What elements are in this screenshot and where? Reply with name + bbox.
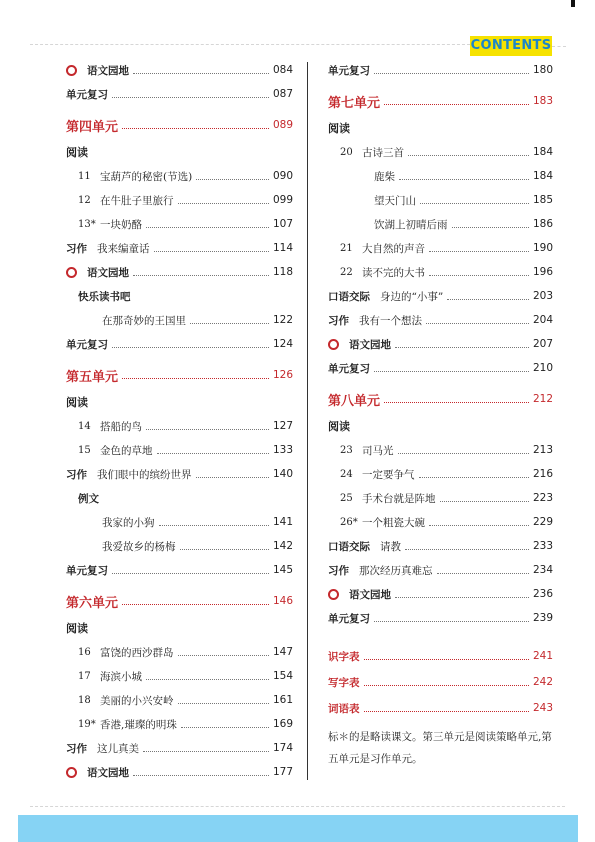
poem-entry[interactable] xyxy=(328,212,553,236)
toc-right-column xyxy=(328,58,553,770)
dot-leader xyxy=(405,549,529,550)
dot-leader xyxy=(395,597,529,598)
dot-leader xyxy=(122,378,269,379)
lesson-number: 12 xyxy=(78,194,91,206)
page-number: 087 xyxy=(272,88,293,100)
entry-title: 阅读 xyxy=(328,122,350,135)
dot-leader xyxy=(178,655,269,656)
page-number: 118 xyxy=(272,266,293,278)
unit-title-entry[interactable] xyxy=(66,586,293,616)
lesson-entry[interactable] xyxy=(66,640,293,664)
lesson-entry[interactable] xyxy=(66,212,293,236)
dot-leader xyxy=(122,128,269,129)
section-heading xyxy=(66,616,293,640)
page-number: 177 xyxy=(272,766,293,778)
entry-title: 识字表 xyxy=(328,650,360,663)
entry-title: 我们眼中的缤纷世界 xyxy=(97,468,192,481)
page-number: 180 xyxy=(532,64,553,76)
page-number: 223 xyxy=(532,492,553,504)
dot-leader xyxy=(420,203,529,204)
page-number: 122 xyxy=(272,314,293,326)
unit-title-entry[interactable] xyxy=(66,110,293,140)
dot-leader xyxy=(146,679,269,680)
activity-type-label: 习作 xyxy=(66,742,87,755)
dot-leader xyxy=(429,251,529,252)
dot-leader xyxy=(122,604,269,605)
entry-title: 身边的“小事” xyxy=(380,290,444,303)
lesson-number: 19* xyxy=(78,718,96,730)
section-gap xyxy=(328,630,553,642)
dot-leader xyxy=(181,727,269,728)
activity-type-label: 口语交际 xyxy=(328,540,370,553)
circle-bullet-icon xyxy=(66,267,77,278)
lesson-number: 11 xyxy=(78,170,91,182)
entry-title: 词语表 xyxy=(328,702,360,715)
dot-leader xyxy=(429,275,529,276)
section-heading xyxy=(66,140,293,164)
entry-title: 我有一个想法 xyxy=(359,314,422,327)
circle-bullet-icon xyxy=(66,767,77,778)
entry-title: 单元复习 xyxy=(66,564,108,577)
page-number: 127 xyxy=(272,420,293,432)
entry-title: 单元复习 xyxy=(328,612,370,625)
lesson-number: 15 xyxy=(78,444,91,456)
entry-title: 语文园地 xyxy=(349,338,391,351)
dot-leader xyxy=(364,685,529,686)
poem-entry[interactable] xyxy=(328,188,553,212)
entry-title: 饮湖上初晴后雨 xyxy=(374,218,448,231)
dot-leader xyxy=(364,659,529,660)
entry-title: 这儿真美 xyxy=(97,742,139,755)
entry-title: 手术台就是阵地 xyxy=(362,492,436,505)
page-number: 133 xyxy=(272,444,293,456)
entry-title: 望天门山 xyxy=(374,194,416,207)
entry-title: 第七单元 xyxy=(328,95,381,111)
page-number: 161 xyxy=(272,694,293,706)
unit-review-entry[interactable] xyxy=(66,558,293,582)
unit-title-entry[interactable] xyxy=(66,360,293,390)
dot-leader xyxy=(364,711,529,712)
entry-title: 司马光 xyxy=(362,444,394,457)
entry-title: 读不完的大书 xyxy=(362,266,425,279)
reading-entry[interactable] xyxy=(66,308,293,332)
lesson-number: 14 xyxy=(78,420,91,432)
page-number: 213 xyxy=(532,444,553,456)
activity-entry[interactable] xyxy=(328,284,553,308)
page-number: 239 xyxy=(532,612,553,624)
entry-title: 语文园地 xyxy=(87,64,129,77)
page-number: 207 xyxy=(532,338,553,350)
section-heading xyxy=(66,390,293,414)
activity-type-label: 习作 xyxy=(66,468,87,481)
entry-title: 一块奶酪 xyxy=(100,218,142,231)
entry-title: 例文 xyxy=(78,492,99,505)
page-number: 114 xyxy=(272,242,293,254)
entry-title: 请教 xyxy=(380,540,401,553)
entry-title: 香港,璀璨的明珠 xyxy=(100,718,177,731)
footer-rule xyxy=(30,806,565,807)
unit-review-entry[interactable] xyxy=(66,332,293,356)
entry-title: 古诗三首 xyxy=(362,146,404,159)
dot-leader xyxy=(146,227,269,228)
dot-leader xyxy=(190,323,269,324)
appendix-entry[interactable] xyxy=(328,644,553,668)
dot-leader xyxy=(133,275,269,276)
page-number: 229 xyxy=(532,516,553,528)
page-number: 147 xyxy=(272,646,293,658)
header-rule-tail xyxy=(552,46,566,47)
toc-right-items xyxy=(328,58,553,720)
reading-entry[interactable] xyxy=(66,534,293,558)
page-number: 185 xyxy=(532,194,553,206)
page-number: 216 xyxy=(532,468,553,480)
page-number: 212 xyxy=(532,393,553,405)
unit-review-entry[interactable] xyxy=(328,356,553,380)
dot-leader xyxy=(384,402,529,403)
lesson-entry[interactable] xyxy=(66,438,293,462)
entry-title: 金色的草地 xyxy=(100,444,153,457)
activity-type-label: 习作 xyxy=(328,564,349,577)
column-divider xyxy=(307,62,308,780)
subsection-heading xyxy=(66,486,293,510)
lesson-entry[interactable] xyxy=(328,486,553,510)
dot-leader xyxy=(419,477,529,478)
entry-title: 我来编童话 xyxy=(97,242,150,255)
entry-title: 宝葫芦的秘密(节选) xyxy=(100,170,193,183)
page-number: 243 xyxy=(532,702,553,714)
page-number: 186 xyxy=(532,218,553,230)
entry-title: 在牛肚子里旅行 xyxy=(100,194,174,207)
footer-band xyxy=(18,815,578,842)
lesson-entry[interactable] xyxy=(66,712,293,736)
page-number: 090 xyxy=(272,170,293,182)
lesson-entry[interactable] xyxy=(328,510,553,534)
entry-title: 一定要争气 xyxy=(362,468,415,481)
page-number: 183 xyxy=(532,95,553,107)
lesson-number: 26* xyxy=(340,516,358,528)
lesson-number: 16 xyxy=(78,646,91,658)
chinese-garden-entry[interactable] xyxy=(66,760,293,784)
dot-leader xyxy=(180,549,269,550)
page-number: 084 xyxy=(272,64,293,76)
lesson-number: 24 xyxy=(340,468,353,480)
circle-bullet-icon xyxy=(66,65,77,76)
footnote: 标＊的是略读课文。第三单元是阅读策略单元,第五单元是习作单元。 xyxy=(328,731,552,765)
page-number: 142 xyxy=(272,540,293,552)
page-number: 203 xyxy=(532,290,553,302)
activity-entry[interactable] xyxy=(328,308,553,332)
lesson-number: 22 xyxy=(340,266,353,278)
activity-type-label: 口语交际 xyxy=(328,290,370,303)
dot-leader xyxy=(399,179,529,180)
appendix-entry[interactable] xyxy=(328,696,553,720)
contents-badge: CONTENTS xyxy=(470,36,552,56)
page-number: 236 xyxy=(532,588,553,600)
dot-leader xyxy=(452,227,529,228)
entry-title: 单元复习 xyxy=(66,88,108,101)
lesson-entry[interactable] xyxy=(328,260,553,284)
page-number: 124 xyxy=(272,338,293,350)
header-rule xyxy=(30,44,470,45)
unit-review-entry[interactable] xyxy=(66,82,293,106)
circle-bullet-icon xyxy=(328,589,339,600)
dot-leader xyxy=(133,73,269,74)
dot-leader xyxy=(133,775,269,776)
lesson-number: 13* xyxy=(78,218,96,230)
entry-title: 第六单元 xyxy=(66,595,119,611)
page-number: 107 xyxy=(272,218,293,230)
appendix-entry[interactable] xyxy=(328,670,553,694)
lesson-entry[interactable] xyxy=(328,462,553,486)
dot-leader xyxy=(408,155,529,156)
reading-entry[interactable] xyxy=(66,510,293,534)
page-number: 242 xyxy=(532,676,553,688)
page-number: 196 xyxy=(532,266,553,278)
entry-title: 在那奇妙的王国里 xyxy=(102,314,186,327)
page-number: 145 xyxy=(272,564,293,576)
entry-title: 我爱故乡的杨梅 xyxy=(102,540,176,553)
entry-title: 搭船的鸟 xyxy=(100,420,142,433)
lesson-entry[interactable] xyxy=(328,236,553,260)
entry-title: 语文园地 xyxy=(349,588,391,601)
entry-title: 阅读 xyxy=(66,396,88,409)
entry-title: 单元复习 xyxy=(328,362,370,375)
entry-title: 语文园地 xyxy=(87,266,129,279)
activity-entry[interactable] xyxy=(328,558,553,582)
entry-title: 单元复习 xyxy=(328,64,370,77)
page-number: 169 xyxy=(272,718,293,730)
entry-title: 美丽的小兴安岭 xyxy=(100,694,174,707)
entry-title: 我家的小狗 xyxy=(102,516,155,529)
lesson-number: 21 xyxy=(340,242,353,254)
corner-mark xyxy=(571,0,575,7)
activity-entry[interactable] xyxy=(66,236,293,260)
dot-leader xyxy=(112,97,269,98)
entry-title: 写字表 xyxy=(328,676,360,689)
dot-leader xyxy=(154,251,269,252)
page-number: 141 xyxy=(272,516,293,528)
page-number: 184 xyxy=(532,170,553,182)
entry-title: 海滨小城 xyxy=(100,670,142,683)
poem-entry[interactable] xyxy=(328,164,553,188)
dot-leader xyxy=(398,453,529,454)
page-number: 089 xyxy=(272,119,293,131)
dot-leader xyxy=(440,501,529,502)
lesson-entry[interactable] xyxy=(66,414,293,438)
entry-title: 鹿柴 xyxy=(374,170,395,183)
dot-leader xyxy=(437,573,529,574)
entry-title: 阅读 xyxy=(66,146,88,159)
entry-title: 第四单元 xyxy=(66,119,119,135)
chinese-garden-entry[interactable] xyxy=(66,260,293,284)
unit-review-entry[interactable] xyxy=(328,606,553,630)
entry-title: 第五单元 xyxy=(66,369,119,385)
lesson-number: 20 xyxy=(340,146,353,158)
entry-title: 一个粗瓷大碗 xyxy=(362,516,425,529)
chinese-garden-entry[interactable] xyxy=(328,582,553,606)
unit-title-entry[interactable] xyxy=(328,384,553,414)
entry-title: 大自然的声音 xyxy=(362,242,425,255)
dot-leader xyxy=(374,621,529,622)
page-number: 234 xyxy=(532,564,553,576)
activity-entry[interactable] xyxy=(66,462,293,486)
dot-leader xyxy=(178,703,269,704)
page-number: 204 xyxy=(532,314,553,326)
entry-title: 富饶的西沙群岛 xyxy=(100,646,174,659)
dot-leader xyxy=(146,429,269,430)
lesson-entry[interactable] xyxy=(328,438,553,462)
activity-type-label: 习作 xyxy=(66,242,87,255)
entry-title: 单元复习 xyxy=(66,338,108,351)
lesson-number: 17 xyxy=(78,670,91,682)
page-number: 126 xyxy=(272,369,293,381)
dot-leader xyxy=(112,573,269,574)
lesson-entry[interactable] xyxy=(66,688,293,712)
unit-review-entry[interactable] xyxy=(328,58,553,82)
activity-entry[interactable] xyxy=(328,534,553,558)
lesson-entry[interactable] xyxy=(328,140,553,164)
subsection-heading xyxy=(66,284,293,308)
dot-leader xyxy=(143,751,269,752)
page-number: 140 xyxy=(272,468,293,480)
page-number: 233 xyxy=(532,540,553,552)
page-number: 241 xyxy=(532,650,553,662)
page-number: 190 xyxy=(532,242,553,254)
section-heading xyxy=(328,116,553,140)
lesson-number: 23 xyxy=(340,444,353,456)
page-number: 184 xyxy=(532,146,553,158)
activity-entry[interactable] xyxy=(66,736,293,760)
entry-title: 第八单元 xyxy=(328,393,381,409)
dot-leader xyxy=(112,347,269,348)
chinese-garden-entry[interactable] xyxy=(66,58,293,82)
dot-leader xyxy=(426,323,529,324)
dot-leader xyxy=(157,453,269,454)
dot-leader xyxy=(374,73,529,74)
circle-bullet-icon xyxy=(328,339,339,350)
unit-title-entry[interactable] xyxy=(328,86,553,116)
dot-leader xyxy=(384,104,529,105)
entry-title: 语文园地 xyxy=(87,766,129,779)
dot-leader xyxy=(196,179,269,180)
page-number: 099 xyxy=(272,194,293,206)
dot-leader xyxy=(429,525,529,526)
lesson-entry[interactable] xyxy=(66,188,293,212)
entry-title: 阅读 xyxy=(328,420,350,433)
lesson-entry[interactable] xyxy=(66,664,293,688)
entry-title: 阅读 xyxy=(66,622,88,635)
toc-left-column xyxy=(66,58,293,784)
dot-leader xyxy=(374,371,529,372)
entry-title: 那次经历真难忘 xyxy=(359,564,433,577)
lesson-number: 25 xyxy=(340,492,353,504)
chinese-garden-entry[interactable] xyxy=(328,332,553,356)
lesson-number: 18 xyxy=(78,694,91,706)
page-number: 154 xyxy=(272,670,293,682)
page-number: 146 xyxy=(272,595,293,607)
section-heading xyxy=(328,414,553,438)
page-number: 174 xyxy=(272,742,293,754)
activity-type-label: 习作 xyxy=(328,314,349,327)
lesson-entry[interactable] xyxy=(66,164,293,188)
dot-leader xyxy=(395,347,529,348)
dot-leader xyxy=(196,477,269,478)
entry-title: 快乐读书吧 xyxy=(78,290,131,303)
page-number: 210 xyxy=(532,362,553,374)
dot-leader xyxy=(447,299,529,300)
dot-leader xyxy=(178,203,269,204)
dot-leader xyxy=(159,525,269,526)
